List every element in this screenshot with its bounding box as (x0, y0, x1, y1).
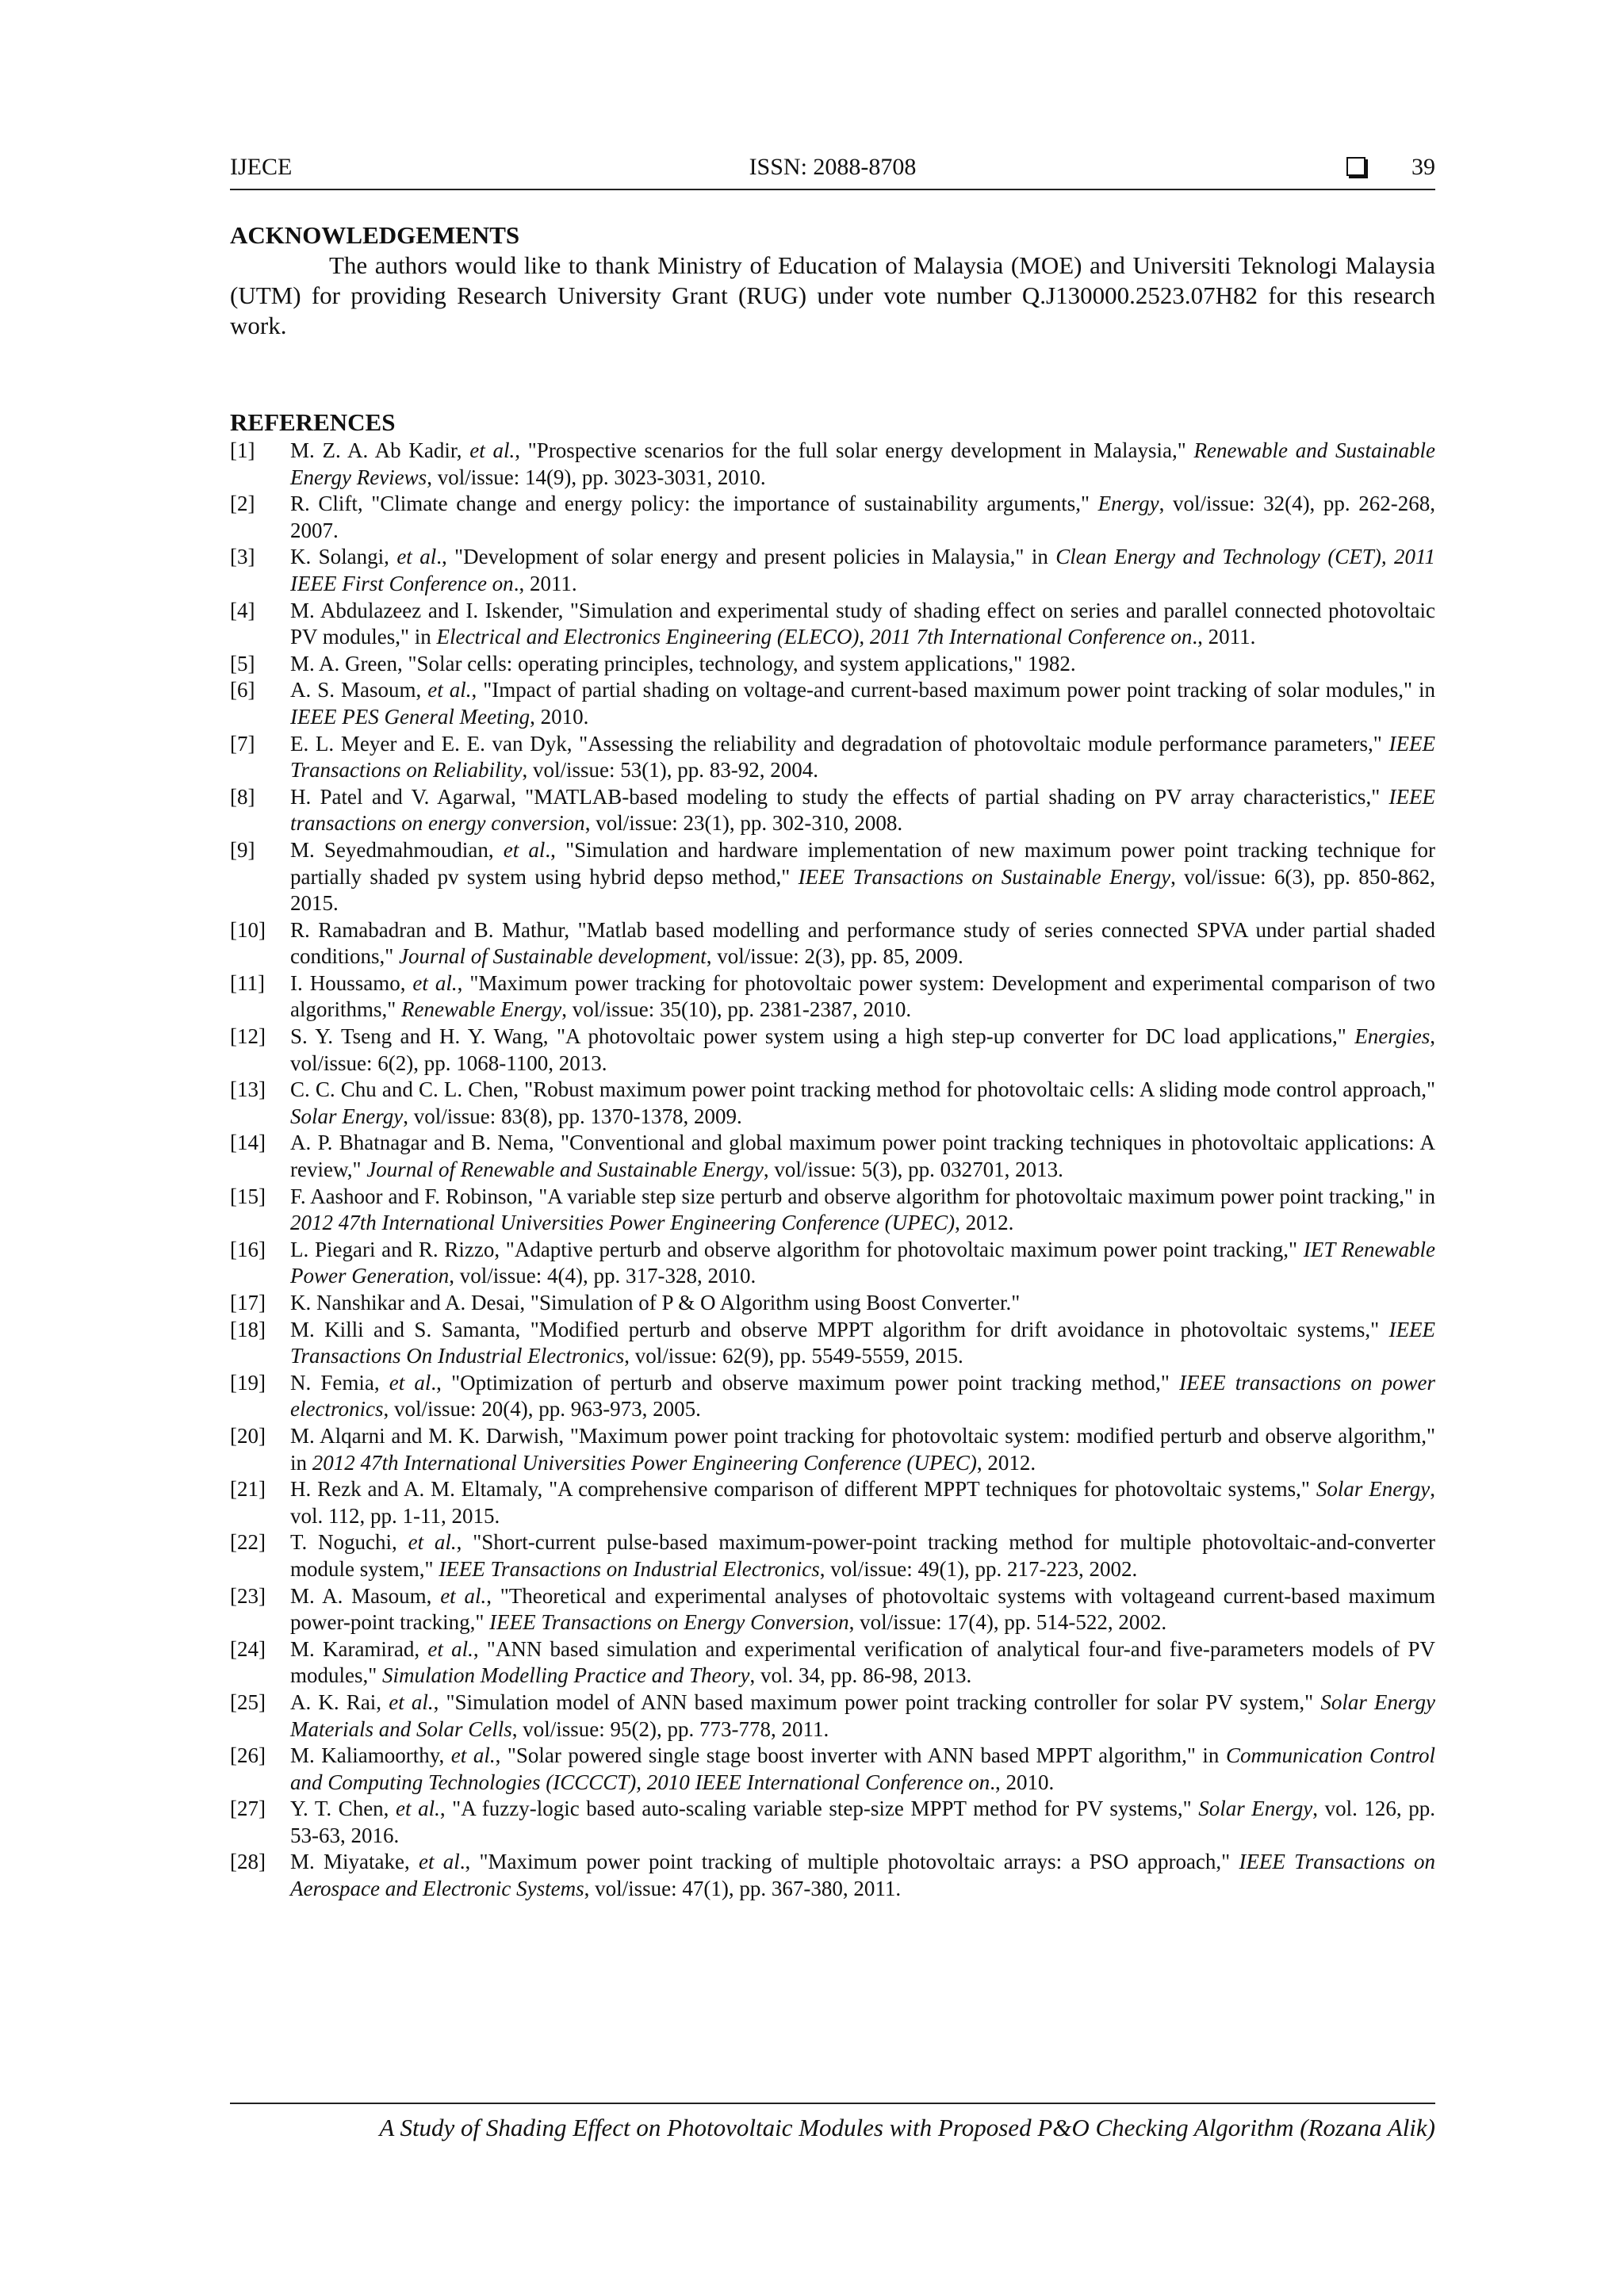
reference-italic-segment: IEEE Transactions on Energy Conversion (489, 1610, 849, 1635)
reference-item (230, 1290, 1435, 1317)
reference-segment: , "Theoretical and experimental analyses of photovoltaic systems with voltageand current-based maximum power-point tracking," (290, 1583, 1435, 1635)
page-header (230, 152, 1435, 190)
reference-text (290, 1238, 1435, 1288)
reference-item (230, 1317, 1435, 1370)
reference-segment: , vol/issue: 23(1), pp. 302-310, 2008. (584, 811, 903, 836)
reference-segment: , 2012. (976, 1450, 1036, 1475)
reference-italic-segment: IEEE PES General Meeting (290, 704, 530, 729)
reference-text (290, 1024, 1435, 1075)
acknowledgements-title: ACKNOWLEDGEMENTS (230, 221, 520, 249)
reference-italic-segment: et al. (440, 1583, 487, 1608)
reference-segment: L. Piegari and R. Rizzo, "Adaptive perturb and observe algorithm for photovoltaic maximum power point tracking," (290, 1237, 1304, 1261)
reference-number: [27] (230, 1797, 266, 1821)
reference-segment: N. Femia, (290, 1370, 389, 1395)
reference-number: [21] (230, 1477, 266, 1502)
reference-italic-segment: IEEE Transactions On Industrial Electronics (290, 1317, 1435, 1368)
reference-italic-segment: IEEE Transactions on Aerospace and Electronic Systems (290, 1850, 1435, 1901)
reference-number: [1] (230, 438, 255, 462)
reference-number: [19] (230, 1370, 266, 1395)
reference-number: [26] (230, 1743, 266, 1768)
reference-segment: K. Solangi, (290, 545, 397, 569)
references-title: REFERENCES (230, 408, 396, 436)
reference-segment: , 2010. (530, 704, 589, 729)
reference-segment: F. Aashoor and F. Robinson, "A variable step size perturb and observe algorithm for photovoltaic maximum power point tracking," in (290, 1184, 1435, 1208)
reference-segment: , vol/issue: 49(1), pp. 217-223, 2002. (819, 1556, 1138, 1581)
reference-segment: , "A fuzzy-logic based auto-scaling variable step-size MPPT method for PV systems," (439, 1797, 1199, 1821)
reference-text (290, 1530, 1435, 1581)
reference-italic-segment: Renewable and Sustainable Energy Reviews (290, 438, 1435, 489)
reference-segment: A. P. Bhatnagar and B. Nema, "Conventional and global maximum power point tracking techniques in photovoltaic applications: A review," (290, 1131, 1435, 1182)
reference-text (290, 1850, 1435, 1900)
reference-text (290, 678, 1435, 729)
reference-number: [3] (230, 545, 255, 569)
reference-italic-segment: Communication Control and Computing Technologies (ICCCCT), 2010 IEEE International Conference on (290, 1743, 1436, 1794)
reference-italic-segment: IEEE Transactions on Reliability (290, 731, 1435, 783)
reference-item (230, 970, 1435, 1024)
reference-segment: ., 2011. (1192, 625, 1256, 649)
reference-item (230, 438, 1435, 491)
reference-italic-segment: et al. (427, 1636, 473, 1661)
reference-number: [17] (230, 1291, 266, 1314)
reference-italic-segment: 2012 47th International Universities Power Engineering Conference (UPEC) (312, 1450, 977, 1475)
reference-italic-segment: Simulation Modelling Practice and Theory (382, 1663, 750, 1688)
reference-text (290, 1318, 1435, 1368)
reference-number: [25] (230, 1689, 266, 1714)
reference-segment: , vol/issue: 14(9), pp. 3023-3031, 2010. (427, 465, 766, 489)
reference-segment: , "Solar powered single stage boost inverter with ANN based MPPT algorithm," in (495, 1743, 1226, 1768)
reference-segment: M. Z. A. Ab Kadir, (290, 438, 470, 462)
reference-text (290, 1637, 1435, 1688)
reference-segment: A. S. Masoum, (290, 678, 428, 702)
reference-segment: E. L. Meyer and E. E. van Dyk, "Assessing the reliability and degradation of photovoltaic module performance parameters," (290, 731, 1389, 756)
reference-segment: R. Clift, "Climate change and energy policy: the importance of sustainability arguments," (290, 492, 1098, 516)
reference-item (230, 1077, 1435, 1130)
reference-italic-segment: et al. (412, 970, 458, 995)
reference-segment: Y. T. Chen, (290, 1797, 396, 1821)
reference-segment: , "Maximum power tracking for photovoltaic power system: Development and experimental comparison of two algorithms," (290, 970, 1435, 1022)
reference-number: [7] (230, 731, 255, 756)
reference-italic-segment: IEEE Transactions on Sustainable Energy (798, 864, 1171, 889)
reference-number: [10] (230, 917, 266, 942)
page-content (230, 220, 1435, 1903)
reference-italic-segment: et al. (408, 1530, 457, 1555)
reference-segment: ., 2010. (990, 1770, 1055, 1794)
reference-italic-segment: et al (503, 837, 546, 862)
reference-italic-segment: et al. (450, 1743, 496, 1768)
reference-segment: , 2012. (955, 1211, 1014, 1235)
reference-segment: M. Killi and S. Samanta, "Modified perturb and observe MPPT algorithm for drift avoidance in photovoltaic systems," (290, 1317, 1389, 1341)
reference-item (230, 1476, 1435, 1529)
reference-segment: ., "Optimization of perturb and observe maximum power point tracking method," (431, 1370, 1180, 1395)
reference-italic-segment: Energies (1354, 1024, 1431, 1049)
reference-number: [5] (230, 651, 255, 675)
reference-segment: ., "Maximum power point tracking of multiple photovoltaic arrays: a PSO approach," (459, 1850, 1239, 1874)
reference-segment: M. Miyatake, (290, 1850, 419, 1874)
reference-item (230, 1130, 1435, 1183)
reference-text (290, 545, 1435, 595)
reference-segment: , "Short-current pulse-based maximum-power-point tracking method for multiple photovoltaic-and-converter module system," (290, 1530, 1435, 1581)
reference-text (290, 1291, 1020, 1314)
reference-number: [15] (230, 1184, 266, 1208)
journal-name: IJECE (230, 154, 293, 180)
reference-list (230, 438, 1435, 1903)
reference-segment: , vol/issue: 35(10), pp. 2381-2387, 2010. (561, 997, 912, 1022)
reference-text (290, 1077, 1435, 1128)
reference-number: [2] (230, 492, 255, 516)
reference-number: [24] (230, 1636, 266, 1661)
footer-title: A Study of Shading Effect on Photovoltaic Modules with Proposed P&O Checking Algorithm (Rozana Alik) (379, 2114, 1435, 2141)
reference-item (230, 544, 1435, 597)
reference-text (290, 1690, 1435, 1741)
reference-segment: , vol/issue: 32(4), pp. 262-268, 2007. (290, 492, 1435, 542)
issn-label: ISSN: 2088-8708 (749, 154, 917, 180)
reference-segment: , "Prospective scenarios for the full solar energy development in Malaysia," (515, 438, 1194, 462)
reference-text (290, 1424, 1435, 1475)
reference-segment: C. C. Chu and C. L. Chen, "Robust maximum power point tracking method for photovoltaic cells: A sliding mode control approach," (290, 1077, 1435, 1102)
reference-item (230, 1184, 1435, 1237)
reference-segment: M. A. Masoum, (290, 1583, 441, 1608)
reference-italic-segment: et al. (389, 1689, 434, 1714)
reference-item (230, 731, 1435, 784)
reference-number: [23] (230, 1583, 266, 1608)
reference-text (290, 652, 1076, 675)
reference-italic-segment: Clean Energy and Technology (CET), 2011 IEEE First Conference on (290, 545, 1435, 595)
reference-item (230, 917, 1435, 970)
reference-item (230, 1423, 1435, 1476)
reference-segment: , "Simulation model of ANN based maximum power point tracking controller for solar PV system," (433, 1689, 1321, 1714)
reference-text (290, 732, 1435, 783)
reference-number: [28] (230, 1850, 266, 1874)
reference-item (230, 1529, 1435, 1582)
reference-segment: M. Abdulazeez and I. Iskender, "Simulation and experimental study of shading effect on series and parallel connected photovoltaic PV modules," in (290, 598, 1435, 649)
reference-segment: , vol/issue: 4(4), pp. 317-328, 2010. (449, 1264, 756, 1288)
reference-segment: , vol. 112, pp. 1-11, 2015. (290, 1477, 1435, 1528)
reference-number: [13] (230, 1077, 266, 1102)
reference-segment: , vol/issue: 62(9), pp. 5549-5559, 2015. (624, 1344, 963, 1368)
page-number: 39 (1411, 154, 1435, 180)
reference-number: [11] (230, 970, 265, 995)
reference-number: [4] (230, 598, 255, 622)
reference-segment: M. Kaliamoorthy, (290, 1743, 451, 1768)
reference-item (230, 677, 1435, 730)
reference-segment: M. Alqarni and M. K. Darwish, "Maximum power point tracking for photovoltaic system: modified perturb and observe algorithm," in (290, 1423, 1435, 1475)
reference-text (290, 1371, 1435, 1422)
reference-italic-segment: Energy (1097, 492, 1159, 516)
reference-segment: , vol/issue: 2(3), pp. 85, 2009. (706, 944, 963, 969)
reference-segment: , vol/issue: 17(4), pp. 514-522, 2002. (848, 1610, 1167, 1635)
reference-text (290, 785, 1435, 836)
reference-segment: K. Nanshikar and A. Desai, "Simulation of P & O Algorithm using Boost Converter." (290, 1291, 1021, 1314)
reference-italic-segment: Solar Energy (1316, 1477, 1431, 1502)
reference-text (290, 1584, 1435, 1635)
reference-segment: , "Impact of partial shading on voltage-and current-based maximum power point tracking of solar modules," in (471, 678, 1435, 702)
reference-text (290, 971, 1435, 1022)
reference-text (290, 1797, 1435, 1847)
reference-segment: , vol/issue: 53(1), pp. 83-92, 2004. (522, 758, 818, 783)
reference-italic-segment: Solar Energy (290, 1104, 404, 1128)
reference-number: [9] (230, 837, 255, 862)
reference-item (230, 1849, 1435, 1902)
reference-item (230, 1237, 1435, 1290)
reference-italic-segment: Journal of Sustainable development (399, 944, 707, 969)
reference-item (230, 1024, 1435, 1077)
reference-text (290, 838, 1435, 915)
reference-number: [6] (230, 678, 255, 702)
reference-item (230, 1583, 1435, 1636)
page-footer (230, 2103, 1435, 2142)
reference-italic-segment: 2012 47th International Universities Power Engineering Conference (UPEC) (290, 1211, 956, 1235)
reference-text (290, 1743, 1435, 1794)
reference-number: [22] (230, 1530, 266, 1555)
reference-segment: , vol/issue: 47(1), pp. 367-380, 2011. (584, 1877, 902, 1901)
reference-italic-segment: Journal of Renewable and Sustainable Energy (366, 1158, 764, 1182)
reference-text (290, 918, 1435, 969)
reference-segment: T. Noguchi, (290, 1530, 408, 1555)
reference-segment: S. Y. Tseng and H. Y. Wang, "A photovoltaic power system using a high step-up converter for DC load applications," (290, 1024, 1355, 1049)
reference-number: [20] (230, 1423, 266, 1448)
reference-italic-segment: et al. (396, 1797, 440, 1821)
reference-italic-segment: Solar Energy Materials and Solar Cells (290, 1689, 1435, 1741)
reference-item (230, 1743, 1435, 1796)
reference-segment: , "ANN based simulation and experimental verification of analytical four-and five-parameters models of PV modules," (290, 1636, 1435, 1688)
reference-italic-segment: et al. (427, 678, 472, 702)
reference-segment: M. Karamirad, (290, 1636, 428, 1661)
reference-italic-segment: IET Renewable Power Generation (290, 1237, 1435, 1288)
reference-segment: ., "Simulation and hardware implementation of new maximum power point tracking technique for partially shaded pv system using hybrid depso method," (290, 837, 1435, 889)
reference-segment: ., 2011. (513, 571, 577, 595)
reference-item (230, 651, 1435, 678)
reference-segment: , vol/issue: 20(4), pp. 963-973, 2005. (383, 1397, 701, 1422)
reference-italic-segment: Electrical and Electronics Engineering (ELECO), 2011 7th International Conference on (436, 625, 1193, 649)
reference-item (230, 1796, 1435, 1849)
reference-segment: I. Houssamo, (290, 970, 413, 995)
reference-italic-segment: Renewable Energy (401, 997, 562, 1022)
reference-item (230, 1370, 1435, 1423)
reference-italic-segment: IEEE transactions on power electronics (290, 1370, 1436, 1422)
reference-segment: H. Patel and V. Agarwal, "MATLAB-based modeling to study the effects of partial shading on PV array characteristics," (290, 784, 1389, 809)
reference-segment: , vol/issue: 6(2), pp. 1068-1100, 2013. (290, 1024, 1435, 1075)
reference-text (290, 438, 1435, 489)
square-box-icon (1346, 157, 1365, 176)
reference-item (230, 837, 1435, 917)
reference-segment: , vol/issue: 5(3), pp. 032701, 2013. (763, 1158, 1063, 1182)
reference-italic-segment: IEEE transactions on energy conversion (290, 784, 1435, 836)
reference-segment: , vol. 126, pp. 53-63, 2016. (290, 1797, 1435, 1847)
acknowledgements-body: The authors would like to thank Ministry of Education of Malaysia (MOE) and Universiti Teknologi Malaysia (UTM) for providing Research University Grant (RUG) under vote number Q.J130000.2523.07H82 for this research work. (230, 251, 1435, 339)
reference-item (230, 1636, 1435, 1689)
reference-number: [12] (230, 1024, 266, 1049)
reference-item (230, 598, 1435, 651)
reference-segment: M. A. Green, "Solar cells: operating principles, technology, and system applications," 1982. (290, 651, 1076, 675)
reference-italic-segment: et al (419, 1850, 460, 1874)
reference-number: [14] (230, 1131, 266, 1155)
reference-italic-segment: et al (389, 1370, 431, 1395)
reference-item (230, 784, 1435, 837)
reference-segment: H. Rezk and A. M. Eltamaly, "A comprehensive comparison of different MPPT techniques for photovoltaic systems," (290, 1477, 1316, 1502)
reference-italic-segment: IEEE Transactions on Industrial Electronics (439, 1556, 820, 1581)
reference-segment: , vol/issue: 6(3), pp. 850-862, 2015. (290, 864, 1436, 916)
reference-number: [8] (230, 784, 255, 809)
reference-number: [18] (230, 1317, 266, 1341)
reference-segment: R. Ramabadran and B. Mathur, "Matlab based modelling and performance study of series connected SPVA under partial shaded conditions," (290, 917, 1435, 969)
reference-text (290, 599, 1435, 649)
reference-italic-segment: Solar Energy (1198, 1797, 1313, 1821)
reference-text (290, 1131, 1435, 1181)
reference-segment: M. Seyedmahmoudian, (290, 837, 504, 862)
reference-italic-segment: et al (396, 545, 437, 569)
reference-number: [16] (230, 1237, 266, 1261)
reference-text (290, 492, 1435, 542)
reference-text (290, 1477, 1435, 1528)
reference-segment: ., "Development of solar energy and present policies in Malaysia," in (436, 545, 1056, 569)
reference-item (230, 491, 1435, 544)
reference-segment: , vol/issue: 95(2), pp. 773-778, 2011. (511, 1716, 829, 1741)
reference-segment: , vol/issue: 83(8), pp. 1370-1378, 2009. (403, 1104, 742, 1128)
reference-segment: , vol. 34, pp. 86-98, 2013. (749, 1663, 972, 1688)
reference-segment: A. K. Rai, (290, 1689, 389, 1714)
reference-italic-segment: et al. (469, 438, 515, 462)
reference-item (230, 1689, 1435, 1743)
reference-text (290, 1184, 1435, 1235)
